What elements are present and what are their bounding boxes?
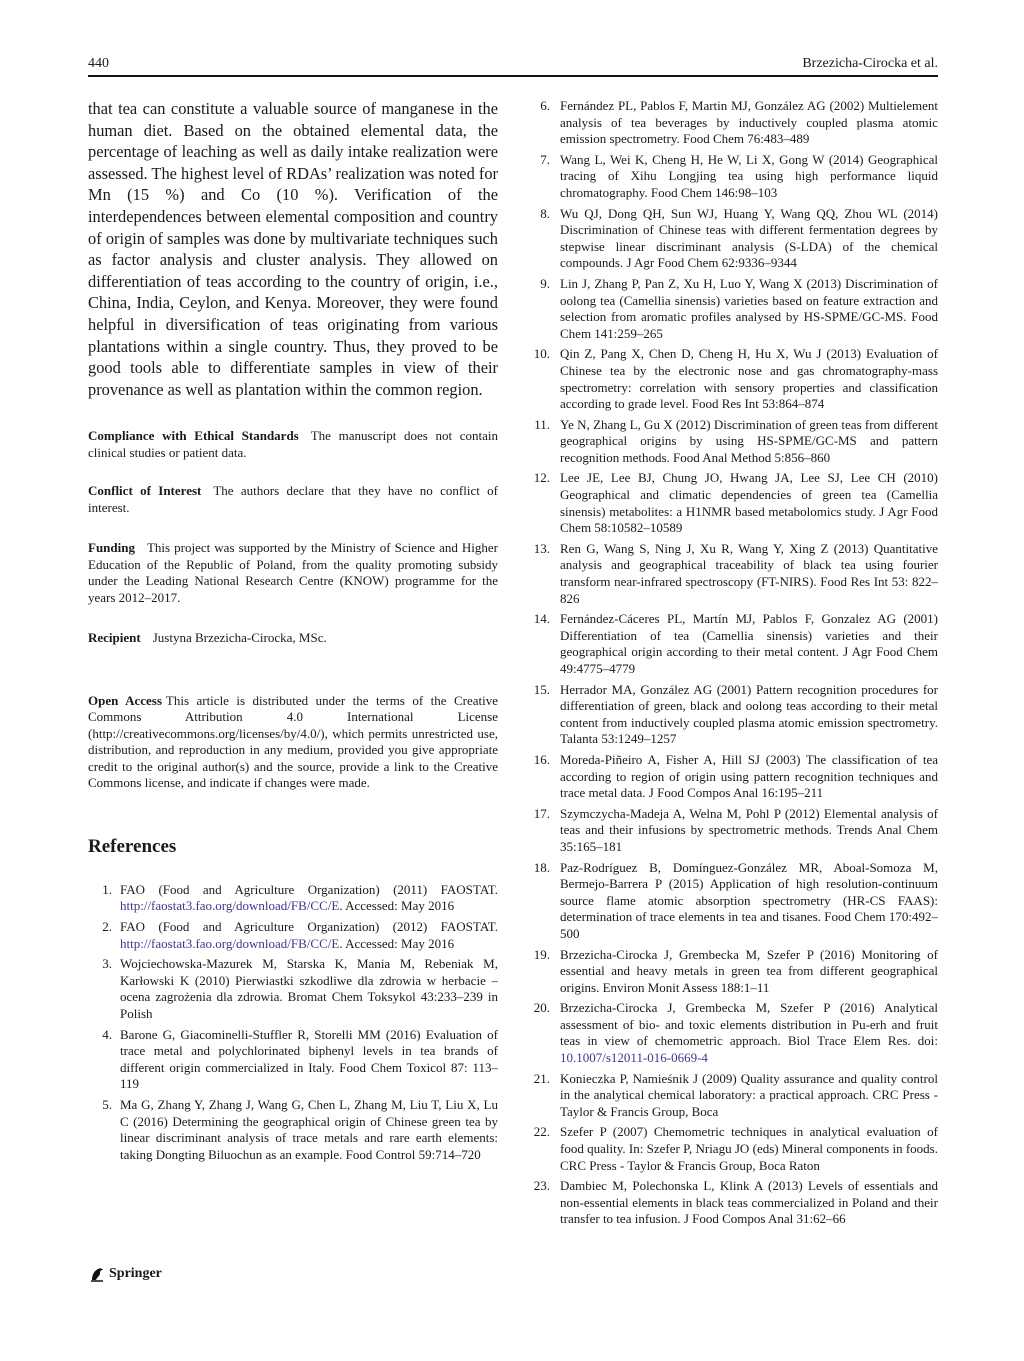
reference-number: 16. [533, 751, 550, 767]
recipient-statement [88, 630, 498, 647]
reference-text: Fernández-Cáceres PL, Martín MJ, Pablos F, Gonzalez AG (2001) Differentiation of tea (Camellia sinensis) varieties and their geographical origin according to their metal content. J Agr Food Chem 49:4775–4779 [560, 611, 938, 676]
reference-text: Moreda-Piñeiro A, Fisher A, Hill SJ (2003) The classification of tea according to region of origin using pattern recognition techniques and trace metal data. J Food Compos Anal 16:195–211 [560, 751, 938, 801]
reference-item [522, 152, 938, 202]
compliance-statement [88, 428, 498, 461]
reference-number: 3. [102, 956, 112, 972]
funding-statement [88, 540, 498, 606]
reference-item [88, 956, 498, 1022]
reference-number: 5. [102, 1096, 112, 1112]
springer-horse-icon [88, 1265, 106, 1283]
reference-text: Brzezicha-Cirocka J, Grembecka M, Szefer P (2016) Analytical assessment of bio- and toxic elements distribution in Pu-erh and fruit teas in view of chemometric approach. Biol Trace Elem Res. doi: [560, 1000, 938, 1049]
reference-text: Herrador MA, González AG (2001) Pattern recognition procedures for differentiation of green, black and oolong teas according to their metal content from inductively coupled plasma atomic emission spectrometry. Talanta 53:1249–1257 [560, 681, 938, 747]
reference-item [522, 806, 938, 856]
left-column [88, 98, 498, 1167]
header-rule [88, 75, 938, 77]
reference-number: 17. [533, 805, 550, 821]
page-header [88, 56, 938, 76]
reference-text: Wu QJ, Dong QH, Sun WJ, Huang Y, Wang QQ, Zhou WL (2014) Discrimination of Chinese teas with different fermentation degrees by stepwise linear discriminant analysis (S-LDA) of the chemical compounds. J Agr Food Chem 62:9336–9344 [560, 205, 938, 271]
reference-number: 13. [533, 540, 550, 556]
reference-text: Barone G, Giacominelli-Stuffler R, Storelli MM (2016) Evaluation of trace metal and polychlorinated biphenyl levels in tea brands of different origin commercialized in Italy. Food Chem Toxicol 87: 113–119 [120, 1026, 498, 1092]
reference-number: 12. [533, 470, 550, 486]
reference-number: 8. [540, 205, 550, 221]
reference-item [88, 882, 498, 915]
reference-text: Szefer P (2007) Chemometric techniques in analytical evaluation of food quality. In: Szefer P, Nriagu JO (eds) Mineral components in foods. CRC Press - Taylor & Francis Group, Boca Raton [560, 1124, 938, 1173]
reference-number: 2. [102, 919, 112, 934]
reference-text: Ye N, Zhang L, Gu X (2012) Discrimination of green teas from different geographical origins by using HS-SPME/GC-MS and pattern recognition methods. Food Anal Method 5:856–860 [560, 416, 938, 465]
reference-number: 4. [102, 1026, 112, 1042]
reference-text: Konieczka P, Namieśnik J (2009) Quality assurance and quality control in the analytical chemical laboratory: a practical approach. CRC Press - Taylor & Francis Group, Boca [560, 1070, 938, 1119]
publisher-name: Springer [109, 1266, 162, 1281]
reference-item [522, 682, 938, 748]
reference-number: 15. [533, 681, 550, 697]
reference-number: 9. [540, 275, 550, 291]
reference-text: Ren G, Wang S, Ning J, Xu R, Wang Y, Xing Z (2013) Quantitative analysis and geographical traceability of black tea using fourier transform near-infrared spectroscopy (FT-NIRS). Food Res Int 53: 822–826 [560, 540, 938, 606]
reference-item [522, 1124, 938, 1174]
reference-item [522, 1000, 938, 1066]
reference-item [522, 752, 938, 802]
reference-number: 14. [533, 611, 550, 627]
reference-link[interactable]: http://faostat3.fao.org/download/FB/CC/E [120, 935, 340, 951]
reference-number: 7. [540, 151, 550, 167]
reference-text: Lee JE, Lee BJ, Chung JO, Hwang JA, Lee SJ, Lee CH (2010) Geographical and climatic dependencies of green tea (Camellia sinensis) metabolites: a H1NMR based metabolomics study. J Agr Food Chem 58:10582–10589 [560, 470, 938, 536]
compliance-text: The manuscript does not contain clinical studies or patient data. [88, 428, 498, 460]
reference-number: 1. [102, 881, 112, 897]
reference-number: 11. [534, 416, 550, 432]
reference-item [522, 346, 938, 412]
recipient-text: Justyna Brzezicha-Cirocka, MSc. [152, 630, 327, 646]
reference-item [522, 98, 938, 148]
reference-number: 10. [533, 346, 550, 362]
recipient-heading: Recipient [88, 630, 141, 646]
reference-text: Ma G, Zhang Y, Zhang J, Wang G, Chen L, Zhang M, Liu T, Liu X, Lu C (2016) Determining the geographical origin of Chinese green tea by linear discriminant analysis of trace metals and rare earth elements: taking Dongting Biluochun as an example. Food Control 59:714–720 [120, 1096, 498, 1162]
reference-number: 21. [533, 1070, 550, 1086]
reference-item [522, 1178, 938, 1228]
reference-list-left [88, 882, 498, 1164]
reference-item [522, 206, 938, 272]
reference-item [522, 860, 938, 943]
page-number: 440 [88, 56, 109, 71]
reference-text: Paz-Rodríguez B, Domínguez-González MR, Aboal-Somoza M, Bermejo-Barrera P (2015) Application of high resolution-continuum source flame atomic absorption spectrometry (HR-CS FAAS): determination of trace elements in tea and tisanes. Food Chem 170:492–500 [560, 859, 938, 941]
reference-item [522, 417, 938, 467]
right-column [522, 98, 938, 1232]
reference-item [522, 276, 938, 342]
reference-number: 23. [533, 1178, 550, 1194]
reference-number: 18. [533, 859, 550, 875]
reference-list-right [522, 98, 938, 1228]
reference-number: 6. [540, 98, 550, 113]
reference-text: Lin J, Zhang P, Pan Z, Xu H, Luo Y, Wang X (2013) Discrimination of oolong tea (Camellia sinensis) varieties based on feature extraction and selection from aromatic profiles analysed by HS-SPME/GC-MS. Food Chem 141:259–265 [560, 275, 938, 341]
reference-text: Szymczycha-Madeja A, Welna M, Pohl P (2012) Elemental analysis of teas and their infusions by spectrometric methods. Trends Anal Chem 35:165–181 [560, 805, 938, 854]
reference-item [88, 919, 498, 952]
reference-text: Fernández PL, Pablos F, Martin MJ, González AG (2002) Multielement analysis of tea beverages by inductively coupled plasma atomic emission spectrometry. Food Chem 76:483–489 [560, 98, 938, 147]
reference-item [522, 541, 938, 607]
conflict-heading: Conflict of Interest [88, 483, 202, 499]
springer-logo [88, 1264, 162, 1284]
reference-item [522, 947, 938, 997]
reference-item [522, 470, 938, 536]
compliance-heading: Compliance with Ethical Standards [88, 428, 299, 444]
reference-tail: . Accessed: May 2016 [339, 898, 455, 914]
reference-link[interactable]: http://faostat3.fao.org/download/FB/CC/E [120, 898, 340, 914]
reference-text: FAO (Food and Agriculture Organization) (2012) FAOSTAT. [120, 919, 498, 934]
references-heading: References [88, 835, 177, 857]
reference-text: Dambiec M, Polechonska L, Klink A (2013) Levels of essentials and non-essential elements in black teas commercialized in Poland and their transfer to tea infusion. J Food Compos Anal 31:62–66 [560, 1178, 938, 1227]
running-head: Brzezicha-Cirocka et al. [802, 56, 938, 71]
body-paragraph: that tea can constitute a valuable source of manganese in the human diet. Based on the obtained elemental data, the percentage of leaching as well as daily intake realization were assessed. The highest level of RDAs’ realization was noted for Mn (15 %) and Co (10 %). Verification of the interdependences between elemental composition and country of origin of samples was done by multivariate techniques such as factor analysis and cluster analysis. They allowed on differentiation of teas according to the country of origin, i.e., China, India, Ceylon, and Kenya. Moreover, they were found helpful in diversification of teas originating from various plantations within a single country. Thus, they proved to be good tools able to differentiate samples in view of their provenance as well as plantation within the common region. [88, 99, 498, 399]
reference-tail: . Accessed: May 2016 [339, 935, 455, 951]
reference-text: Qin Z, Pang X, Chen D, Cheng H, Hu X, Wu J (2013) Evaluation of Chinese tea by the electronic nose and gas chromatography-mass spectrometry: correlation with sensory properties and classification according to grade level. Food Res Int 53:864–874 [560, 346, 938, 412]
reference-item [88, 1097, 498, 1163]
reference-text: FAO (Food and Agriculture Organization) (2011) FAOSTAT. [120, 881, 498, 897]
reference-text: Brzezicha-Cirocka J, Grembecka M, Szefer P (2016) Monitoring of essential and heavy metals in green tea from different geographical origins. Environ Monit Assess 188:1–11 [560, 946, 938, 995]
conflict-text: The authors declare that they have no conflict of interest. [88, 483, 498, 515]
funding-text: This project was supported by the Ministry of Science and Higher Education of the Republic of Poland, from the quality promoting subsidy under the Leading National Research Centre (KNOW) programme for the years 2012–2017. [88, 540, 498, 605]
reference-link[interactable]: 10.1007/s12011-016-0669-4 [560, 1050, 708, 1066]
reference-text: Wojciechowska-Mazurek M, Starska K, Mania M, Rebeniak M, Karłowski K (2010) Pierwiastki szkodliwe dla zdrowia w herbacie – ocena zagrożenia dla zdrowia. Bromat Chem Toksykol 43:233–239 in Polish [120, 956, 498, 1021]
funding-heading: Funding [88, 540, 135, 556]
open-access-statement [88, 693, 498, 792]
reference-number: 22. [533, 1124, 550, 1140]
reference-number: 20. [533, 1000, 550, 1016]
open-access-heading: Open Access [88, 692, 162, 708]
reference-text: Wang L, Wei K, Cheng H, He W, Li X, Gong W (2014) Geographical tracing of Xihu Longjing tea using high performance liquid chromatography. Food Chem 146:98–103 [560, 151, 938, 200]
reference-number: 19. [533, 946, 550, 962]
reference-item [522, 611, 938, 677]
conflict-statement [88, 483, 498, 516]
reference-item [88, 1027, 498, 1093]
open-access-text: This article is distributed under the terms of the Creative Commons Attribution 4.0 International License (http://creativecommons.org/licenses/by/4.0/), which permits unrestricted use, distribution, and reproduction in any medium, provided you give appropriate credit to the original author(s) and the source, provide a link to the Creative Commons license, and indicate if changes were made. [88, 692, 498, 791]
reference-item [522, 1071, 938, 1121]
